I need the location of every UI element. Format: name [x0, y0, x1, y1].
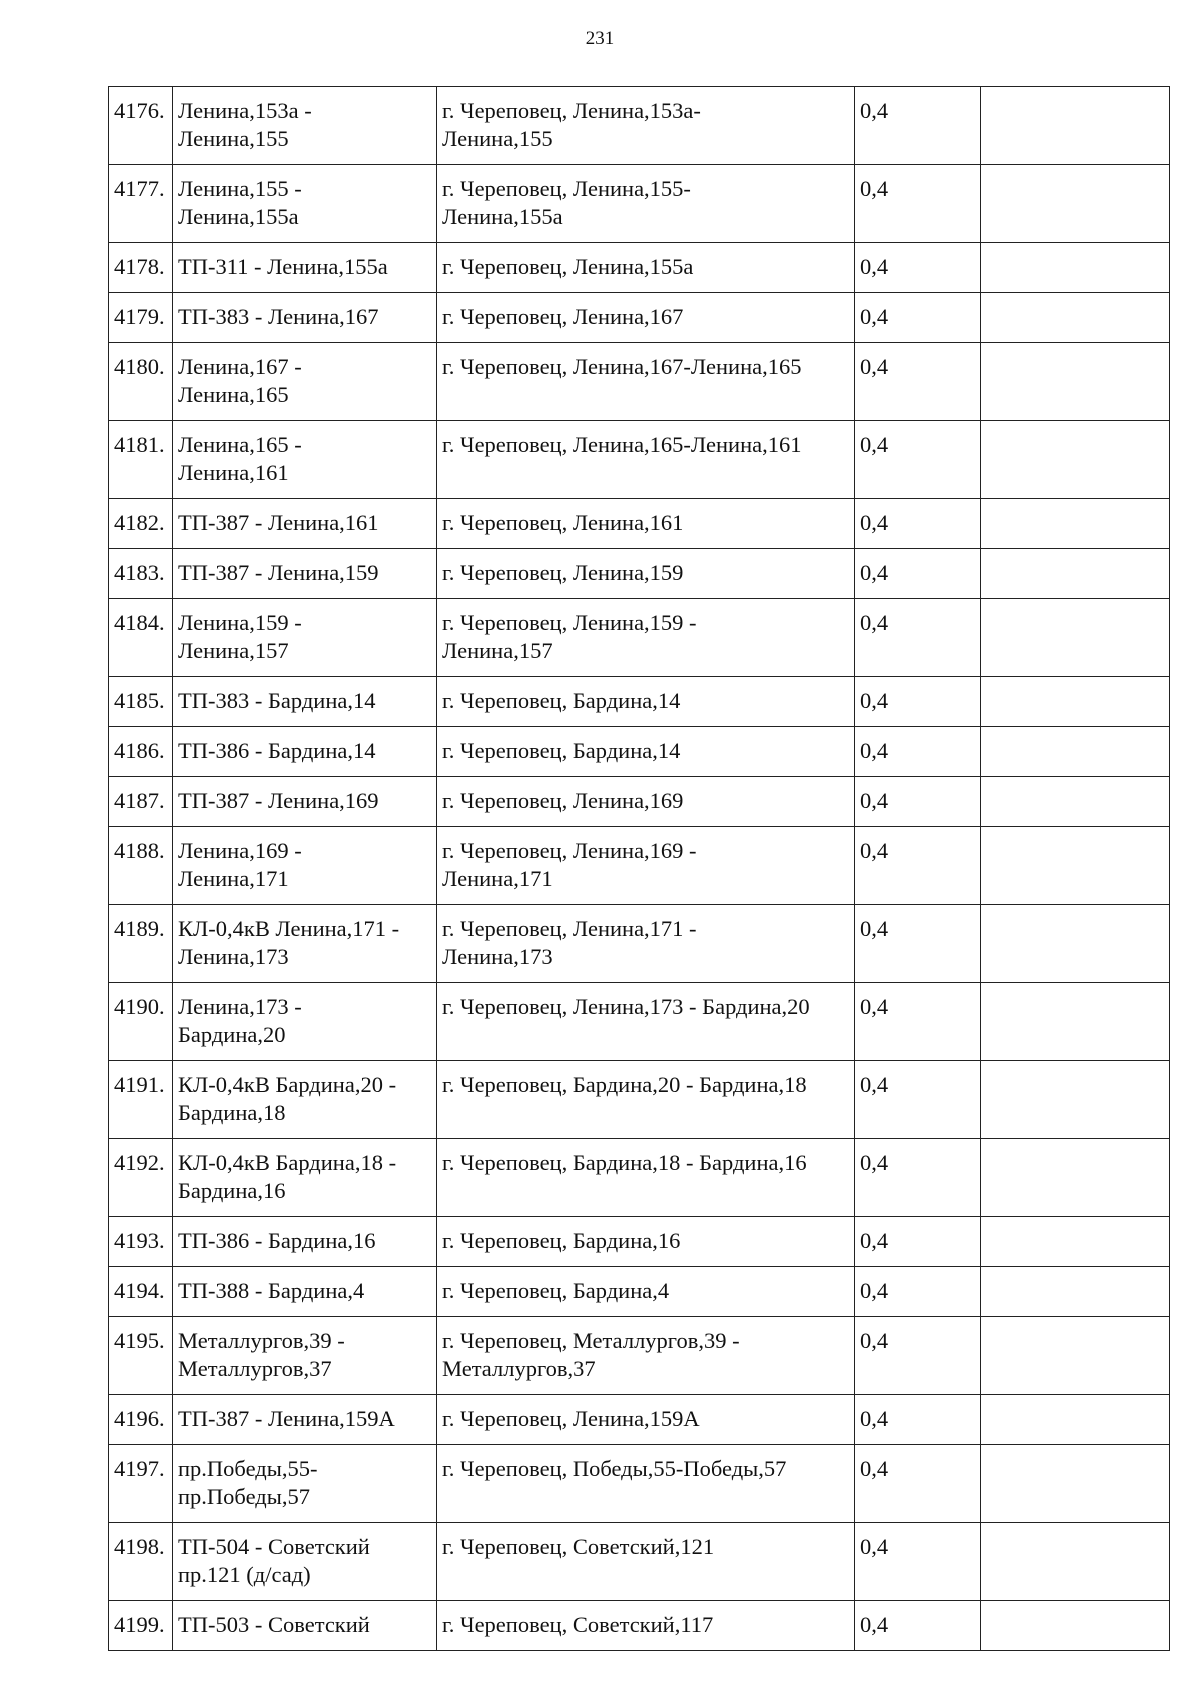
line-name-cell — [173, 1395, 437, 1445]
row-number: 4179. — [109, 293, 173, 343]
line-name: ТП-386 - Бардина,16 — [178, 1228, 376, 1253]
line-name-cell — [173, 293, 437, 343]
address-cell — [437, 1267, 855, 1317]
line-name: Ленина,153а - — [178, 98, 312, 123]
line-name: КЛ-0,4кВ Бардина,20 - — [178, 1072, 397, 1097]
line-name-cell — [173, 549, 437, 599]
table-row — [109, 1395, 1170, 1445]
row-number: 4176. — [109, 87, 173, 165]
line-name-cell — [173, 421, 437, 499]
table-row — [109, 1523, 1170, 1601]
voltage: 0,4 — [855, 777, 981, 827]
empty-cell — [981, 1395, 1170, 1445]
empty-cell — [981, 421, 1170, 499]
line-name-cell — [173, 677, 437, 727]
line-name-cell — [173, 727, 437, 777]
address: г. Череповец, Бардина,14 — [442, 688, 681, 713]
line-name: Ленина,161 — [178, 460, 289, 485]
address: г. Череповец, Бардина,4 — [442, 1278, 670, 1303]
empty-cell — [981, 1601, 1170, 1651]
address-cell — [437, 165, 855, 243]
address: Ленина,157 — [442, 638, 553, 663]
address-cell — [437, 777, 855, 827]
line-name-cell — [173, 343, 437, 421]
row-number: 4183. — [109, 549, 173, 599]
address: г. Череповец, Ленина,169 — [442, 788, 684, 813]
table-row — [109, 827, 1170, 905]
address-cell — [437, 1317, 855, 1395]
line-name: ТП-387 - Ленина,159А — [178, 1406, 395, 1431]
address: г. Череповец, Бардина,14 — [442, 738, 681, 763]
empty-cell — [981, 1317, 1170, 1395]
table-row — [109, 421, 1170, 499]
address: г. Череповец, Бардина,18 - Бардина,16 — [442, 1150, 807, 1175]
line-name-cell — [173, 1445, 437, 1523]
address: г. Череповец, Ленина,155а — [442, 254, 694, 279]
line-name: пр.121 (д/сад) — [178, 1562, 311, 1587]
line-name: Бардина,20 — [178, 1022, 286, 1047]
table-row — [109, 905, 1170, 983]
empty-cell — [981, 293, 1170, 343]
voltage: 0,4 — [855, 727, 981, 777]
line-name-cell — [173, 1217, 437, 1267]
voltage: 0,4 — [855, 1217, 981, 1267]
line-name-cell — [173, 827, 437, 905]
line-name-cell — [173, 1139, 437, 1217]
address: г. Череповец, Бардина,16 — [442, 1228, 681, 1253]
voltage: 0,4 — [855, 499, 981, 549]
row-number: 4180. — [109, 343, 173, 421]
line-name: ТП-387 - Ленина,161 — [178, 510, 379, 535]
line-name-cell — [173, 983, 437, 1061]
address: г. Череповец, Ленина,161 — [442, 510, 684, 535]
row-number: 4193. — [109, 1217, 173, 1267]
line-name: Ленина,157 — [178, 638, 289, 663]
address: г. Череповец, Ленина,173 - Бардина,20 — [442, 994, 810, 1019]
row-number: 4189. — [109, 905, 173, 983]
empty-cell — [981, 1523, 1170, 1601]
line-name: ТП-388 - Бардина,4 — [178, 1278, 365, 1303]
line-name-cell — [173, 1523, 437, 1601]
address: г. Череповец, Ленина,171 - — [442, 916, 697, 941]
empty-cell — [981, 1061, 1170, 1139]
row-number: 4194. — [109, 1267, 173, 1317]
line-name: ТП-503 - Советский — [178, 1612, 370, 1637]
row-number: 4198. — [109, 1523, 173, 1601]
empty-cell — [981, 905, 1170, 983]
line-name: КЛ-0,4кВ Ленина,171 - — [178, 916, 400, 941]
address: г. Череповец, Ленина,159А — [442, 1406, 700, 1431]
line-name-cell — [173, 905, 437, 983]
address-cell — [437, 827, 855, 905]
table-row — [109, 677, 1170, 727]
voltage: 0,4 — [855, 599, 981, 677]
line-name: КЛ-0,4кВ Бардина,18 - — [178, 1150, 397, 1175]
line-name-cell — [173, 1317, 437, 1395]
address: г. Череповец, Металлургов,39 - — [442, 1328, 740, 1353]
table-row — [109, 1139, 1170, 1217]
address: г. Череповец, Ленина,167-Ленина,165 — [442, 354, 802, 379]
address: г. Череповец, Ленина,165-Ленина,161 — [442, 432, 802, 457]
address: Ленина,173 — [442, 944, 553, 969]
table-row — [109, 727, 1170, 777]
row-number: 4187. — [109, 777, 173, 827]
line-name-cell — [173, 243, 437, 293]
address-cell — [437, 549, 855, 599]
address-cell — [437, 677, 855, 727]
table-row — [109, 499, 1170, 549]
table-row — [109, 1267, 1170, 1317]
empty-cell — [981, 1445, 1170, 1523]
empty-cell — [981, 165, 1170, 243]
empty-cell — [981, 87, 1170, 165]
table-row — [109, 243, 1170, 293]
line-name-cell — [173, 777, 437, 827]
page-number: 231 — [585, 28, 615, 49]
address: Ленина,155 — [442, 126, 553, 151]
table-row — [109, 87, 1170, 165]
voltage: 0,4 — [855, 343, 981, 421]
address-cell — [437, 1061, 855, 1139]
line-name: Ленина,171 — [178, 866, 289, 891]
line-name: Бардина,16 — [178, 1178, 286, 1203]
empty-cell — [981, 983, 1170, 1061]
line-name: Ленина,165 — [178, 382, 289, 407]
voltage: 0,4 — [855, 1445, 981, 1523]
empty-cell — [981, 499, 1170, 549]
voltage: 0,4 — [855, 421, 981, 499]
line-name: Ленина,155 — [178, 126, 289, 151]
line-name: Ленина,159 - — [178, 610, 302, 635]
voltage: 0,4 — [855, 1523, 981, 1601]
line-name: Ленина,169 - — [178, 838, 302, 863]
table-row — [109, 777, 1170, 827]
address-cell — [437, 1445, 855, 1523]
row-number: 4182. — [109, 499, 173, 549]
address: г. Череповец, Бардина,20 - Бардина,18 — [442, 1072, 807, 1097]
line-name: пр.Победы,57 — [178, 1484, 310, 1509]
address: Ленина,171 — [442, 866, 553, 891]
line-name: ТП-387 - Ленина,159 — [178, 560, 379, 585]
registry-table — [108, 86, 1170, 1651]
line-name-cell — [173, 1601, 437, 1651]
line-name: ТП-386 - Бардина,14 — [178, 738, 376, 763]
voltage: 0,4 — [855, 165, 981, 243]
line-name: Металлургов,39 - — [178, 1328, 345, 1353]
row-number: 4196. — [109, 1395, 173, 1445]
address: г. Череповец, Ленина,155- — [442, 176, 691, 201]
line-name: ТП-383 - Бардина,14 — [178, 688, 376, 713]
address-cell — [437, 1139, 855, 1217]
address-cell — [437, 983, 855, 1061]
address: г. Череповец, Ленина,169 - — [442, 838, 697, 863]
row-number: 4177. — [109, 165, 173, 243]
address: г. Череповец, Победы,55-Победы,57 — [442, 1456, 787, 1481]
voltage: 0,4 — [855, 87, 981, 165]
empty-cell — [981, 343, 1170, 421]
table-row — [109, 1445, 1170, 1523]
table-row — [109, 343, 1170, 421]
line-name: Ленина,167 - — [178, 354, 302, 379]
table-row — [109, 549, 1170, 599]
table-row — [109, 599, 1170, 677]
line-name: Бардина,18 — [178, 1100, 286, 1125]
line-name: ТП-504 - Советский — [178, 1534, 370, 1559]
row-number: 4184. — [109, 599, 173, 677]
address-cell — [437, 293, 855, 343]
empty-cell — [981, 599, 1170, 677]
empty-cell — [981, 677, 1170, 727]
address: г. Череповец, Советский,121 — [442, 1534, 715, 1559]
voltage: 0,4 — [855, 1395, 981, 1445]
table-row — [109, 1217, 1170, 1267]
empty-cell — [981, 1267, 1170, 1317]
voltage: 0,4 — [855, 293, 981, 343]
line-name: Ленина,165 - — [178, 432, 302, 457]
row-number: 4178. — [109, 243, 173, 293]
address-cell — [437, 599, 855, 677]
line-name: ТП-383 - Ленина,167 — [178, 304, 379, 329]
table-row — [109, 983, 1170, 1061]
empty-cell — [981, 1217, 1170, 1267]
address: Ленина,155а — [442, 204, 563, 229]
address: г. Череповец, Советский,117 — [442, 1612, 714, 1637]
address: г. Череповец, Ленина,159 - — [442, 610, 697, 635]
line-name: Металлургов,37 — [178, 1356, 332, 1381]
voltage: 0,4 — [855, 1601, 981, 1651]
line-name-cell — [173, 1061, 437, 1139]
table-row — [109, 1317, 1170, 1395]
row-number: 4191. — [109, 1061, 173, 1139]
address: г. Череповец, Ленина,159 — [442, 560, 684, 585]
row-number: 4181. — [109, 421, 173, 499]
table-row — [109, 293, 1170, 343]
address: Металлургов,37 — [442, 1356, 596, 1381]
empty-cell — [981, 727, 1170, 777]
address-cell — [437, 87, 855, 165]
empty-cell — [981, 549, 1170, 599]
line-name-cell — [173, 87, 437, 165]
empty-cell — [981, 243, 1170, 293]
address-cell — [437, 243, 855, 293]
line-name-cell — [173, 1267, 437, 1317]
empty-cell — [981, 777, 1170, 827]
table-row — [109, 1601, 1170, 1651]
address-cell — [437, 727, 855, 777]
row-number: 4186. — [109, 727, 173, 777]
line-name: Ленина,155 - — [178, 176, 302, 201]
address-cell — [437, 421, 855, 499]
empty-cell — [981, 827, 1170, 905]
line-name: ТП-311 - Ленина,155а — [178, 254, 388, 279]
line-name-cell — [173, 599, 437, 677]
line-name: ТП-387 - Ленина,169 — [178, 788, 379, 813]
row-number: 4190. — [109, 983, 173, 1061]
row-number: 4192. — [109, 1139, 173, 1217]
row-number: 4185. — [109, 677, 173, 727]
voltage: 0,4 — [855, 905, 981, 983]
address-cell — [437, 1217, 855, 1267]
address-cell — [437, 499, 855, 549]
address-cell — [437, 1601, 855, 1651]
address-cell — [437, 905, 855, 983]
line-name: пр.Победы,55- — [178, 1456, 318, 1481]
address-cell — [437, 1395, 855, 1445]
voltage: 0,4 — [855, 1267, 981, 1317]
row-number: 4195. — [109, 1317, 173, 1395]
voltage: 0,4 — [855, 243, 981, 293]
line-name-cell — [173, 165, 437, 243]
line-name-cell — [173, 499, 437, 549]
line-name: Ленина,155а — [178, 204, 299, 229]
row-number: 4199. — [109, 1601, 173, 1651]
voltage: 0,4 — [855, 827, 981, 905]
table-row — [109, 165, 1170, 243]
line-name: Ленина,173 — [178, 944, 289, 969]
registry-table-body — [109, 87, 1170, 1651]
row-number: 4188. — [109, 827, 173, 905]
voltage: 0,4 — [855, 549, 981, 599]
table-row — [109, 1061, 1170, 1139]
line-name: Ленина,173 - — [178, 994, 302, 1019]
voltage: 0,4 — [855, 1061, 981, 1139]
voltage: 0,4 — [855, 1139, 981, 1217]
voltage: 0,4 — [855, 677, 981, 727]
address: г. Череповец, Ленина,167 — [442, 304, 684, 329]
empty-cell — [981, 1139, 1170, 1217]
voltage: 0,4 — [855, 1317, 981, 1395]
address-cell — [437, 343, 855, 421]
address-cell — [437, 1523, 855, 1601]
voltage: 0,4 — [855, 983, 981, 1061]
row-number: 4197. — [109, 1445, 173, 1523]
address: г. Череповец, Ленина,153а- — [442, 98, 701, 123]
